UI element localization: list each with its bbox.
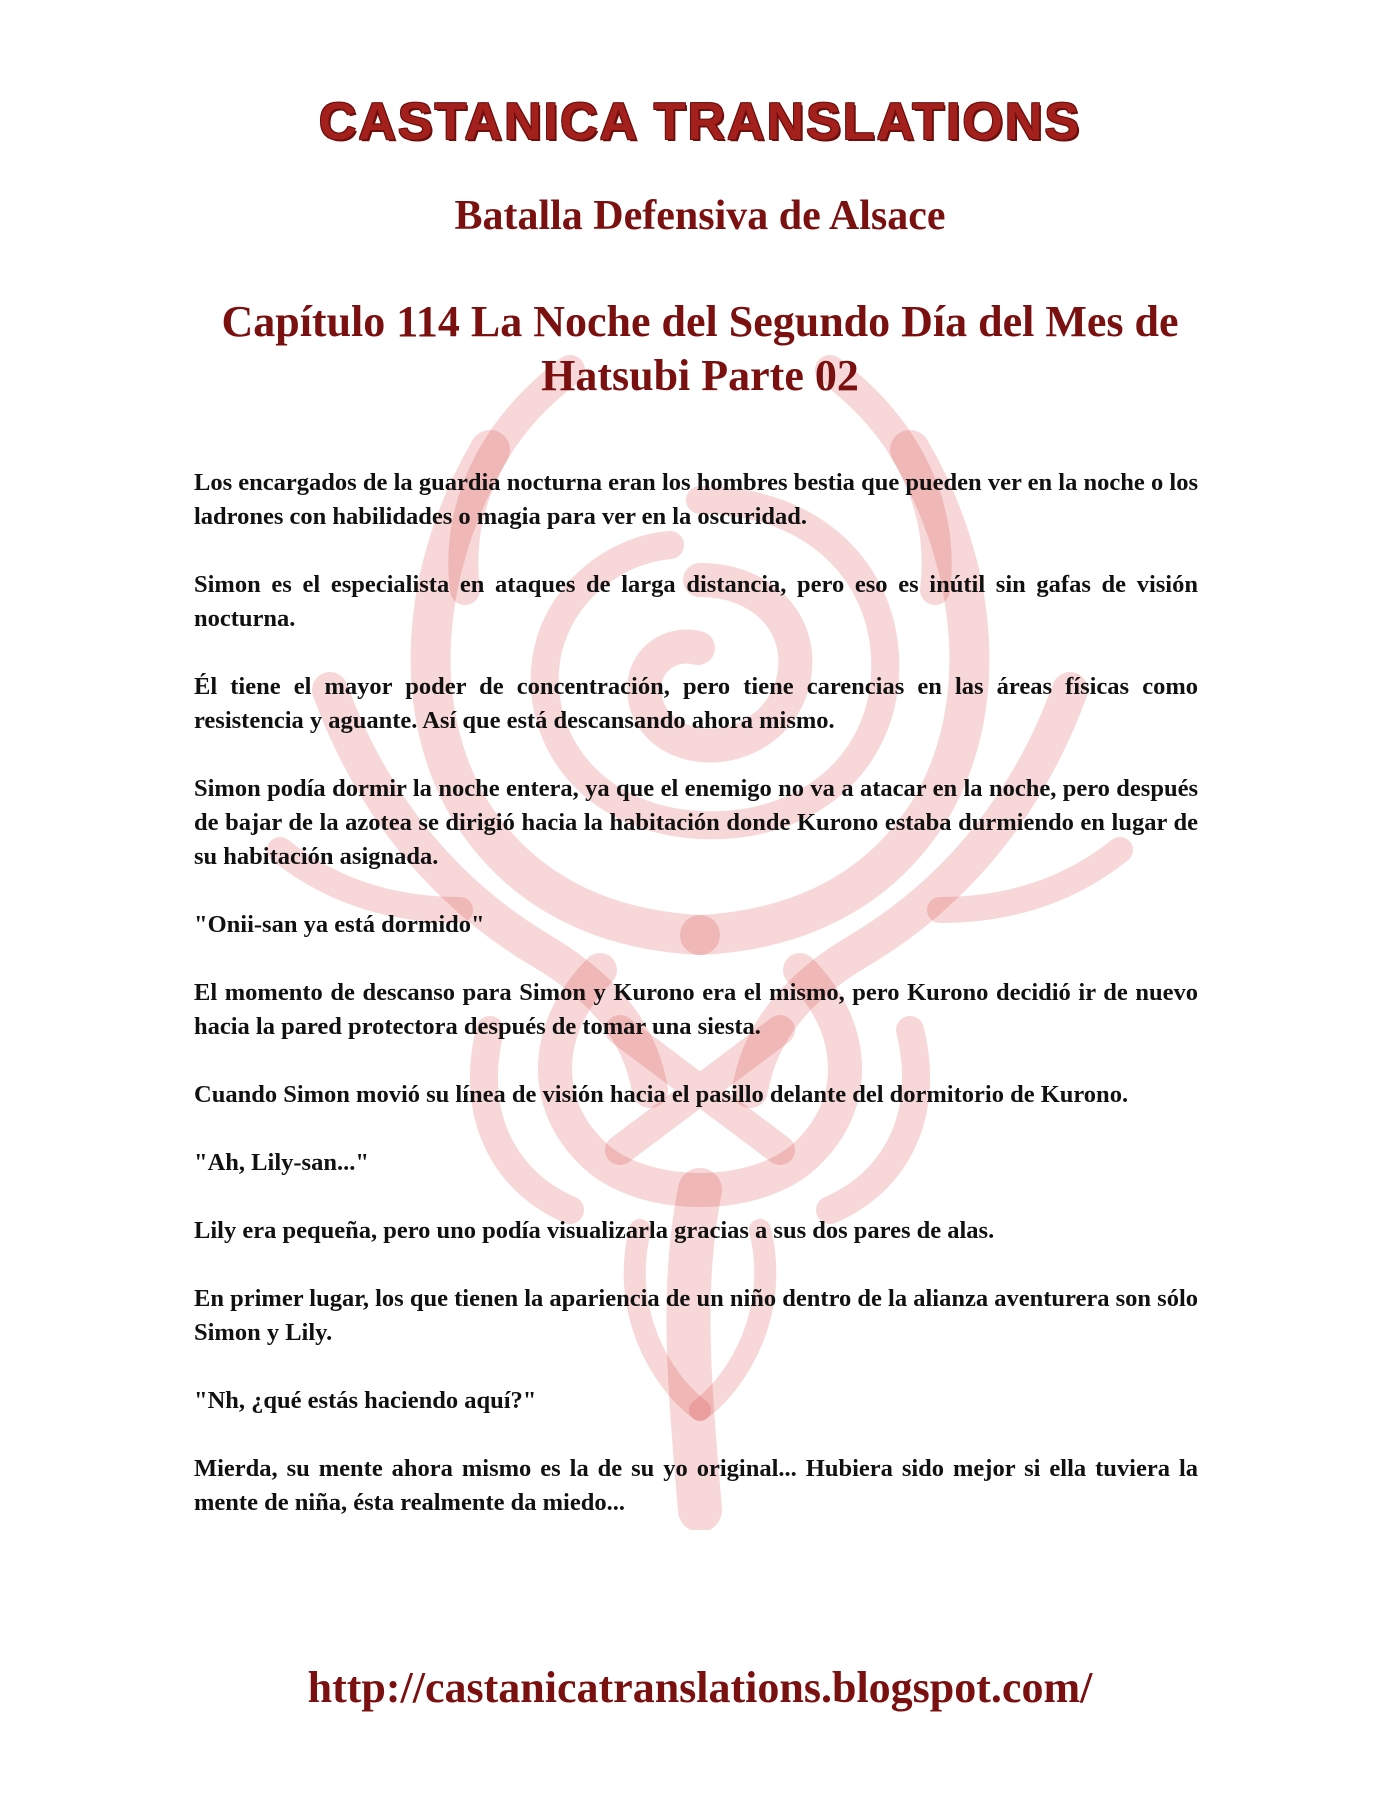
chapter-title: Capítulo 114 La Noche del Segundo Día del Mes de Hatsubi Parte 02 bbox=[221, 297, 1179, 400]
paragraph: "Onii-san ya está dormido" bbox=[194, 911, 485, 938]
series-title: Batalla Defensiva de Alsace bbox=[454, 193, 946, 239]
paragraph: Cuando Simon movió su línea de visión hacia el pasillo delante del dormitorio de Kurono. bbox=[194, 1081, 1129, 1108]
paragraph: Él tiene el mayor poder de concentración, pero tiene carencias en las áreas físicas como resistencia y aguante. Así que está descansando ahora mismo. bbox=[194, 673, 1198, 734]
paragraph: En primer lugar, los que tienen la apariencia de un niño dentro de la alianza aventurera son sólo Simon y Lily. bbox=[194, 1285, 1198, 1346]
paragraph: Lily era pequeña, pero uno podía visualizarla gracias a sus dos pares de alas. bbox=[194, 1217, 995, 1244]
paragraph: "Nh, ¿qué estás haciendo aquí?" bbox=[194, 1387, 537, 1414]
paragraph: Mierda, su mente ahora mismo es la de su yo original... Hubiera sido mejor si ella tuviera la mente de niña, ésta realmente da miedo... bbox=[194, 1455, 1198, 1516]
paragraph: "Ah, Lily-san..." bbox=[194, 1149, 369, 1176]
paragraph: Simon podía dormir la noche entera, ya que el enemigo no va a atacar en la noche, pero después de bajar de la azotea se dirigió hacia la habitación donde Kurono estaba durmiendo en lugar de su habitación asignada. bbox=[194, 775, 1198, 870]
site-brand-title: CASTANICA TRANSLATIONS bbox=[318, 93, 1082, 151]
paragraph: Simon es el especialista en ataques de larga distancia, pero eso es inútil sin gafas de visión nocturna. bbox=[194, 571, 1198, 632]
paragraph: Los encargados de la guardia nocturna eran los hombres bestia que pueden ver en la noche o los ladrones con habilidades o magia para ver en la oscuridad. bbox=[194, 469, 1198, 530]
paragraph: El momento de descanso para Simon y Kurono era el mismo, pero Kurono decidió ir de nuevo hacia la pared protectora después de tomar una siesta. bbox=[194, 979, 1198, 1040]
chapter-body bbox=[194, 466, 1198, 1554]
footer-url: http://castanicatranslations.blogspot.com/ bbox=[307, 1663, 1093, 1712]
